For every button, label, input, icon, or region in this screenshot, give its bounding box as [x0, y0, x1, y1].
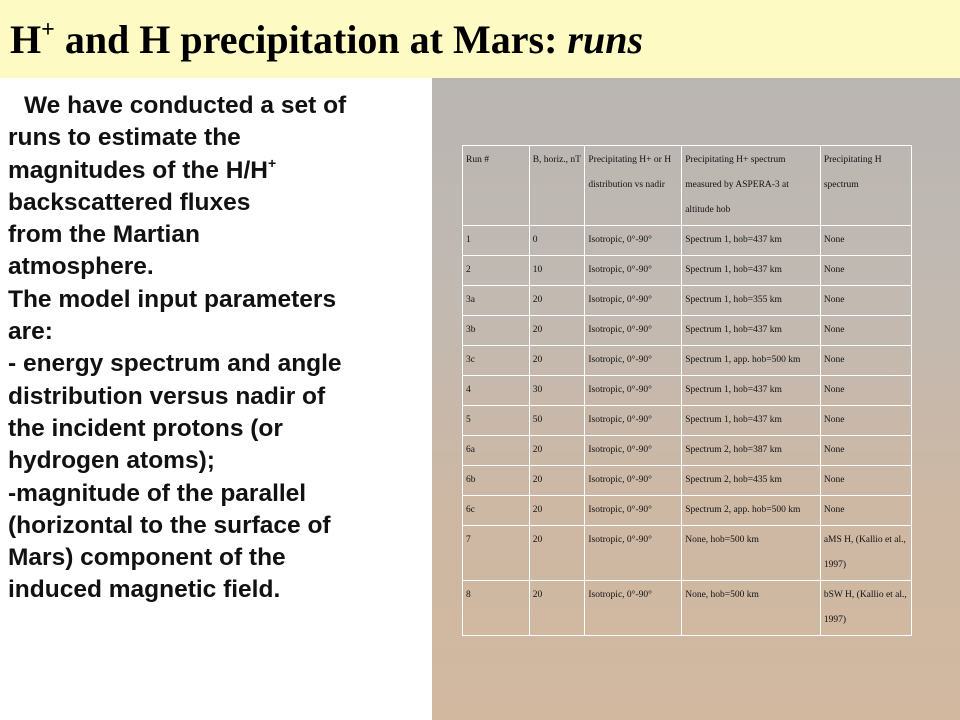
table-cell: Spectrum 1, hob=437 km — [682, 316, 821, 346]
table-row — [463, 316, 912, 346]
table-cell: Isotropic, 0°-90° — [585, 436, 682, 466]
table-row — [463, 436, 912, 466]
table-cell: 30 — [529, 376, 585, 406]
table-row — [463, 526, 912, 581]
table-row — [463, 346, 912, 376]
title-italic: runs — [567, 17, 644, 62]
table-cell: 4 — [463, 376, 530, 406]
table-row — [463, 256, 912, 286]
text-line: (horizontal to the surface of — [8, 511, 331, 539]
table-cell: 2 — [463, 256, 530, 286]
text-line: distribution versus nadir of — [8, 382, 326, 410]
table-row — [463, 226, 912, 256]
slide-title — [10, 17, 644, 62]
table-cell: 7 — [463, 526, 530, 581]
left-text-panel — [0, 78, 432, 720]
header-distribution: Precipitating H+ or H distribution vs nadir — [585, 146, 682, 226]
text-line: are: — [8, 318, 53, 346]
table-cell: 20 — [529, 466, 585, 496]
text-line: induced magnetic field. — [8, 576, 281, 604]
table-cell: Spectrum 1, hob=437 km — [682, 376, 821, 406]
table-cell: None — [820, 436, 911, 466]
title-superscript: + — [41, 17, 55, 43]
table-row — [463, 286, 912, 316]
table-cell: 20 — [529, 346, 585, 376]
title-bar — [0, 0, 960, 78]
table-row — [463, 581, 912, 636]
table-cell: aMS H, (Kallio et al., 1997) — [820, 526, 911, 581]
table-cell: Spectrum 1, hob=437 km — [682, 256, 821, 286]
text-line: runs to estimate the — [8, 124, 241, 152]
table-cell: 3c — [463, 346, 530, 376]
text-line: - energy spectrum and angle — [8, 350, 342, 378]
table-cell: Isotropic, 0°-90° — [585, 346, 682, 376]
table-cell: 6b — [463, 466, 530, 496]
text-line: We have conducted a set of — [24, 92, 347, 119]
table-cell: None — [820, 376, 911, 406]
table-cell: 10 — [529, 256, 585, 286]
runs-table-container — [462, 145, 912, 636]
table-cell: 20 — [529, 526, 585, 581]
table-cell: 50 — [529, 406, 585, 436]
table-cell: None, hob=500 km — [682, 581, 821, 636]
table-cell: 20 — [529, 286, 585, 316]
table-cell: None — [820, 226, 911, 256]
table-cell: 5 — [463, 406, 530, 436]
table-cell: 3a — [463, 286, 530, 316]
text-line: the incident protons (or — [8, 414, 283, 442]
table-row — [463, 376, 912, 406]
table-cell: Isotropic, 0°-90° — [585, 466, 682, 496]
table-cell: Spectrum 1, hob=437 km — [682, 226, 821, 256]
table-cell: None — [820, 346, 911, 376]
table-cell: Spectrum 1, app. hob=500 km — [682, 346, 821, 376]
table-cell: Spectrum 1, hob=437 km — [682, 406, 821, 436]
table-cell: Spectrum 1, hob=355 km — [682, 286, 821, 316]
table-cell: 0 — [529, 226, 585, 256]
text-line: The model input parameters — [8, 285, 337, 313]
table-cell: Isotropic, 0°-90° — [585, 526, 682, 581]
table-cell: None — [820, 256, 911, 286]
header-hplus-spectrum: Precipitating H+ spectrum measured by ASPERA-3 at altitude hob — [682, 146, 821, 226]
table-cell: Spectrum 2, hob=387 km — [682, 436, 821, 466]
text-line: magnitudes of the H/H+ — [8, 154, 277, 184]
table-cell: None, hob=500 km — [682, 526, 821, 581]
table-cell: 20 — [529, 316, 585, 346]
table-cell: Spectrum 2, hob=435 km — [682, 466, 821, 496]
table-cell: 3b — [463, 316, 530, 346]
table-cell: 8 — [463, 581, 530, 636]
table-cell: Isotropic, 0°-90° — [585, 256, 682, 286]
table-row — [463, 406, 912, 436]
table-cell: Isotropic, 0°-90° — [585, 286, 682, 316]
table-cell: 20 — [529, 581, 585, 636]
table-cell: 6c — [463, 496, 530, 526]
table-header-row — [463, 146, 912, 226]
table-cell: None — [820, 316, 911, 346]
table-cell: 1 — [463, 226, 530, 256]
header-b-field: B, horiz., nT — [529, 146, 585, 226]
table-cell: None — [820, 466, 911, 496]
table-cell: 20 — [529, 496, 585, 526]
text-line: backscattered fluxes — [8, 188, 251, 216]
table-cell: Isotropic, 0°-90° — [585, 376, 682, 406]
runs-table — [462, 145, 912, 636]
title-rest: and H precipitation at Mars: — [54, 17, 568, 62]
table-cell: 6a — [463, 436, 530, 466]
text-line: from the Martian — [8, 221, 200, 249]
header-run: Run # — [463, 146, 530, 226]
table-cell: Spectrum 2, app. hob=500 km — [682, 496, 821, 526]
text-line: atmosphere. — [8, 253, 154, 281]
table-cell: bSW H, (Kallio et al., 1997) — [820, 581, 911, 636]
text-line: Mars) component of the — [8, 544, 286, 572]
table-cell: Isotropic, 0°-90° — [585, 496, 682, 526]
text-line: hydrogen atoms); — [8, 447, 215, 475]
table-row — [463, 466, 912, 496]
text-line: -magnitude of the parallel — [8, 479, 307, 507]
table-cell: Isotropic, 0°-90° — [585, 406, 682, 436]
table-cell: Isotropic, 0°-90° — [585, 316, 682, 346]
table-cell: 20 — [529, 436, 585, 466]
table-cell: None — [820, 496, 911, 526]
table-cell: Isotropic, 0°-90° — [585, 226, 682, 256]
table-row — [463, 496, 912, 526]
description-text — [8, 90, 428, 607]
table-cell: None — [820, 406, 911, 436]
header-h-spectrum: Precipitating H spectrum — [820, 146, 911, 226]
table-cell: None — [820, 286, 911, 316]
title-main: H — [10, 17, 42, 62]
table-cell: Isotropic, 0°-90° — [585, 581, 682, 636]
